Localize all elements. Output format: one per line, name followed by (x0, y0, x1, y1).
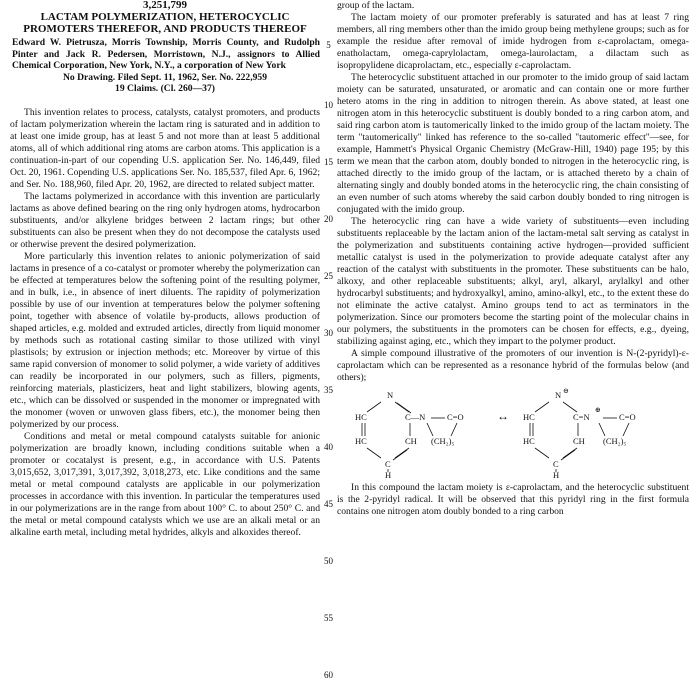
line-number: 20 (324, 214, 333, 224)
atom-label: HC (355, 412, 367, 422)
charge-label: ⊖ (563, 388, 569, 395)
line-number: 50 (324, 556, 333, 566)
right-column (337, 0, 689, 518)
atom-label: C (385, 459, 391, 469)
line-number: 30 (324, 328, 333, 338)
line-number: 40 (324, 442, 333, 452)
paragraph: Conditions and metal or metal compound catalysts suitable for anionic polymerization are broadly known, including conditions suitable when a promoter or cocatalyst is present, e.g., in accordance with U.S. Patents 3,015,652, 3,017,391, 3,017,392, 3,018,273, etc. Like conditions and the same metal or metal compound catalysts are applicable in our polymerization processes in accordance with this invention. In particular the temperatures used in our polymerizations are in the range from about 100° C. to about 250° C. and the metal or metal compound catalysts which we use are an alkali metal or an alkaline earth metal, including metal hydrides, alkyls and alkoxides thereof. (10, 430, 320, 538)
paragraph: The lactams polymerized in accordance with this invention are particularly lactams as above defined bearing on the ring only hydrogen atoms, hydrocarbon substituents, and/or alkylene bridges between 2 lactam rings; but other substituents can also be present when they do not decompose the catalysts used or otherwise prevent the desired polymerization. (10, 190, 320, 250)
atom-label: H (385, 470, 392, 478)
patent-header (10, 0, 320, 35)
atom-label: C (553, 459, 559, 469)
line-number: 25 (324, 271, 333, 281)
patent-number: 3,251,799 (143, 0, 187, 11)
atom-label: (CH₂)₅ (603, 436, 627, 446)
atom-label: C=N (573, 412, 590, 422)
structure-right (523, 388, 636, 478)
atom-label: C=O (447, 412, 464, 422)
atom-label: N (387, 390, 394, 400)
paragraph: The heterocyclic ring can have a wide variety of substituents—even including substituents replaceable by the lactam anion of the lactam-metal salt serving as catalyst in the polymerization and substituents containing active hydrogen—provided sufficient metallic catalyst is used in the polymerization to provide adequate catalyst after any reaction of the catalyst with substituents in the promoter. These substituents can be halo, alkoxy, and other replaceable substituents; alkyl, aryl, alkaryl, arylalkyl and other hydrocarbyl substituents; and hydroxyalkyl, amino, amino-alkyl, etc., to the extent these do not eliminate the active catalyst. Amino groups tend to act as terminators in the polymerization. Since our promoters become the starting point of the molecular chains in our polymers, the substituents in the promoters can be chosen for effects, e.g., dyeing, stabilizing against aging, etc., which they impart to the polymer product. (337, 216, 689, 347)
line-number: 15 (324, 157, 333, 167)
atom-label: HC (523, 436, 535, 446)
atom-label: N (555, 390, 562, 400)
line-number: 10 (324, 100, 333, 110)
paragraph: In this compound the lactam moiety is ε-caprolactam, and the heterocyclic substituent is the 2-pyridyl radical. It will be observed that this pyridyl ring in the first formula contains one nitrogen atom doubly bonded to a ring carbon (337, 482, 689, 517)
resonance-structures (337, 388, 689, 478)
atom-label: HC (355, 436, 367, 446)
paragraph: The heterocyclic substituent attached in our promoter to the imido group of said lactam moiety can be saturated, unsaturated, or aromatic and can contain one or more further hetero atoms in the ring in addition to nitrogen therein. As above stated, at least one nitrogen atom in this heterocyclic substituent is doubly bonded to a ring carbon atom, and said ring carbon atom is tautomerically linked to the imido group of the lactam moiety. The term "tautomerically" linked has reference to the so-called "tautomeric effect"—see, for example, Hammett's Physical Organic Chemistry (McGraw-Hill, 1940) page 195; by this term we mean that the carbon atom, doubly bonded to nitrogen in the heterocyclic ring, is attached directly to the imido group of the lactam, or is attached thereto by a chain of alternating singly and doubly bonded atoms in the heterocyclic ring, the chain consisting of an even number of such atoms whereby the said carbon doubly bonded to ring nitrogen is conjugated with the imido group. (337, 72, 689, 215)
line-number: 45 (324, 499, 333, 509)
atom-label: C—N (405, 412, 426, 422)
paragraph: The lactam moiety of our promoter preferably is saturated and has at least 7 ring members, all ring members other than the imido group being methylene groups; such as for example the residue after removal of imide hydrogen from ε-caprolactam, omega-enatholactam, omega-caprylolactam, omega-laurolactam, a dilactam such as isopropylidene dicaprolactam, etc., especially ε-caprolactam. (337, 12, 689, 71)
atom-label: C=O (619, 412, 636, 422)
paragraph: This invention relates to process, catalysts, catalyst promoters, and products of lactam polymerization wherein the lactam ring is saturated and in addition to at least one imide group, has at least 5 and not more than at least 5 additional atoms, all of which additional ring atoms are carbon atoms. This application is a continuation-in-part of our copending U.S. application Ser. No. 146,449, filed Oct. 20, 1961. Copending U.S. applications Ser. No. 185,537, filed Apr. 6, 1962; and Ser. No. 188,960, filed Apr. 20, 1962, are directed to related subject matter. (10, 106, 320, 190)
filing-info: No Drawing. Filed Sept. 11, 1962, Ser. No. 222,959 (62, 71, 268, 83)
structure-left (355, 390, 464, 478)
line-number: 55 (324, 613, 333, 623)
paragraph: A simple compound illustrative of the promoters of our invention is N-(2-pyridyl)-ε-caprolactam which can be represented as a resonance hybrid of the formulas below (and others); (337, 348, 689, 383)
line-number: 60 (324, 670, 333, 680)
patent-title: LACTAM POLYMERIZATION, HETEROCYCLIC PROMOTERS THEREFOR, AND PRODUCTS THEREOF (23, 11, 307, 35)
atom-label: CH (573, 436, 585, 446)
resonance-arrow-icon: ↔ (497, 409, 509, 423)
atom-label: CH (405, 436, 417, 446)
line-number: 35 (324, 385, 333, 395)
inventors: Edward W. Pietrusza, Morris Township, Morris County, and Rudolph Pinter and Jack R. Pedersen, Morristown, N.J., assignors to Allied Chemical Corporation, New York, N.Y., a corporation of New York (12, 37, 320, 71)
paragraph: group of the lactam. (337, 0, 415, 11)
paragraph: More particularly this invention relates to anionic polymerization of said lactams in presence of a co-catalyst or promoter whereby the polymerization can be effected at temperatures below the softening point of the resulting polymer, and in bulk, i.e., in absence of inert diluents. The rapidity of polymerization possible by use of our invention at temperatures below the polymer softening point, together with absence of volatile by-products, allows production of shaped articles, e.g. molded and extruded articles, directly from liquid monomer by methods such as rotational casting similar to those utilized with vinyl plastisols; by extrusion or injection methods; etc. Moreover by virtue of this same rapid conversion of monomer to solid polymer, a wide variety of additives can readily be incorporated in our polymers, such as fillers, pigments, reinforcing materials, plasticizers, heat and light stabilizers, blowing agents, etc., which can be dissolved or suspended in the monomer or impregnated with the monomer (woven or unwoven glass fibers, etc.), the monomer being then polymerized by our process. (10, 250, 320, 430)
line-number: 5 (326, 40, 331, 50)
atom-label: (CH₂)₅ (431, 436, 455, 446)
claims-info: 19 Claims. (Cl. 260—37) (115, 83, 215, 94)
atom-label: HC (523, 412, 535, 422)
charge-label: ⊕ (595, 406, 601, 414)
atom-label: H (553, 470, 560, 478)
chemical-formula (337, 388, 689, 478)
left-column (10, 0, 320, 539)
